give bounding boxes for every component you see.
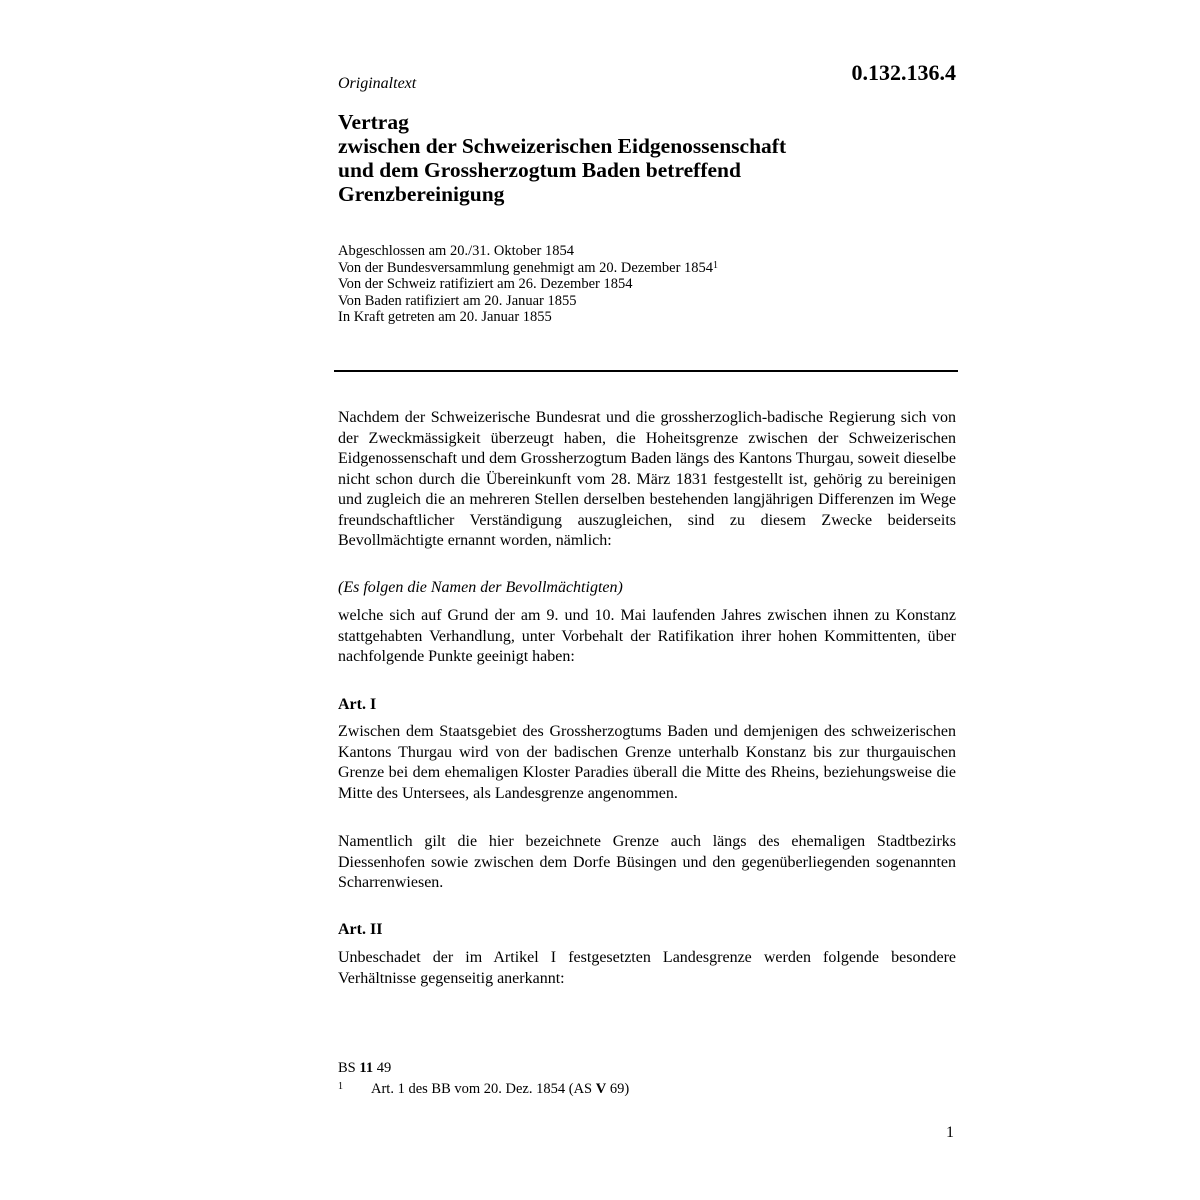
page-number: 1 (946, 1124, 954, 1141)
date-block (338, 243, 958, 326)
date-in-force: In Kraft getreten am 20. Januar 1855 (338, 309, 552, 325)
title-line: Grenzbereinigung (338, 182, 505, 206)
title-line: Vertrag (338, 110, 409, 134)
document-title (338, 110, 958, 206)
article-2-heading: Art. II (338, 921, 383, 938)
date-ratified-baden: Von Baden ratifiziert am 20. Januar 1855 (338, 292, 577, 309)
footnote-reference[interactable]: 1 (713, 259, 719, 271)
sr-number: 0.132.136.4 (851, 60, 956, 85)
footnote: 1 Art. 1 des BB vom 20. Dez. 1854 (AS V 69) (338, 1081, 630, 1097)
bs-volume: 11 (359, 1060, 374, 1076)
footnote-volume: V (595, 1081, 607, 1097)
original-text-label: Originaltext (338, 75, 417, 92)
article-1-paragraph-2: Namentlich gilt die hier bezeichnete Grenze auch längs des ehemaligen Stadtbezirks Diessenhofen sowie zwischen dem Dorfe Büsingen und den gegenüberliegenden sogenannten Scharrenwiesen. (338, 833, 956, 891)
date-approved-text: Von der Bundesversammlung genehmigt am 20. Dezember 1854 (338, 259, 714, 276)
bs-reference (338, 1059, 391, 1077)
plenipotentiaries-note: (Es folgen die Namen der Bevollmächtigten) (338, 579, 623, 596)
date-approved (338, 260, 958, 277)
footnote-text-after: 69) (609, 1081, 630, 1097)
bs-page: 49 (376, 1060, 392, 1076)
date-ratified-switzerland: Von der Schweiz ratifiziert am 26. Dezember 1854 (338, 276, 633, 292)
article-1-paragraph-1: Zwischen dem Staatsgebiet des Grossherzogtums Baden und demjenigen des schweizerischen Kantons Thurgau wird von der badischen Grenze unterhalb Konstanz bis zur thurgauischen Grenze bei dem ehemaligen Kloster Paradies überall die Mitte des Rheins, beziehungsweise die Mitte des Untersees, als Landesgrenze angenommen. (338, 723, 956, 802)
article-2-paragraph-1: Unbeschadet der im Artikel I festgesetzten Landesgrenze werden folgende besondere Verhältnisse gegenseitig anerkannt: (338, 949, 956, 987)
bs-prefix: BS (338, 1060, 356, 1076)
title-line: zwischen der Schweizerischen Eidgenossenschaft (338, 134, 787, 158)
preamble-paragraph: Nachdem der Schweizerische Bundesrat und die grossherzoglich-badische Regierung sich von der Zweckmässigkeit überzeugt haben, die Hoheitsgrenze zwischen der Schweizerischen Eidgenossenschaft und dem Grossherzogtum Baden längs des Kantons Thurgau, soweit dieselbe nicht schon durch die Übereinkunft vom 28. März 1831 festgestellt ist, gehörig zu bereinigen und zugleich die an mehreren Stellen derselben bestehenden langjährigen Differenzen im Wege freundschaftlicher Verständigung auszugleichen, sind zu diesem Zwecke beiderseits Bevollmächtigte ernannt worden, nämlich: (338, 409, 956, 549)
footnote-text-before: Art. 1 des BB vom 20. Dez. 1854 (AS (371, 1081, 593, 1097)
preamble-continuation: welche sich auf Grund der am 9. und 10. Mai laufenden Jahres zwischen ihnen zu Konstanz stattgehabten Verhandlung, unter Vorbehalt der Ratifikation ihrer hohen Kommittenten, über nachfolgende Punkte geeinigt haben: (338, 607, 956, 665)
article-1-heading: Art. I (338, 696, 377, 713)
horizontal-rule (334, 370, 958, 372)
title-line: und dem Grossherzogtum Baden betreffend (338, 158, 741, 182)
date-concluded: Abgeschlossen am 20./31. Oktober 1854 (338, 243, 574, 259)
